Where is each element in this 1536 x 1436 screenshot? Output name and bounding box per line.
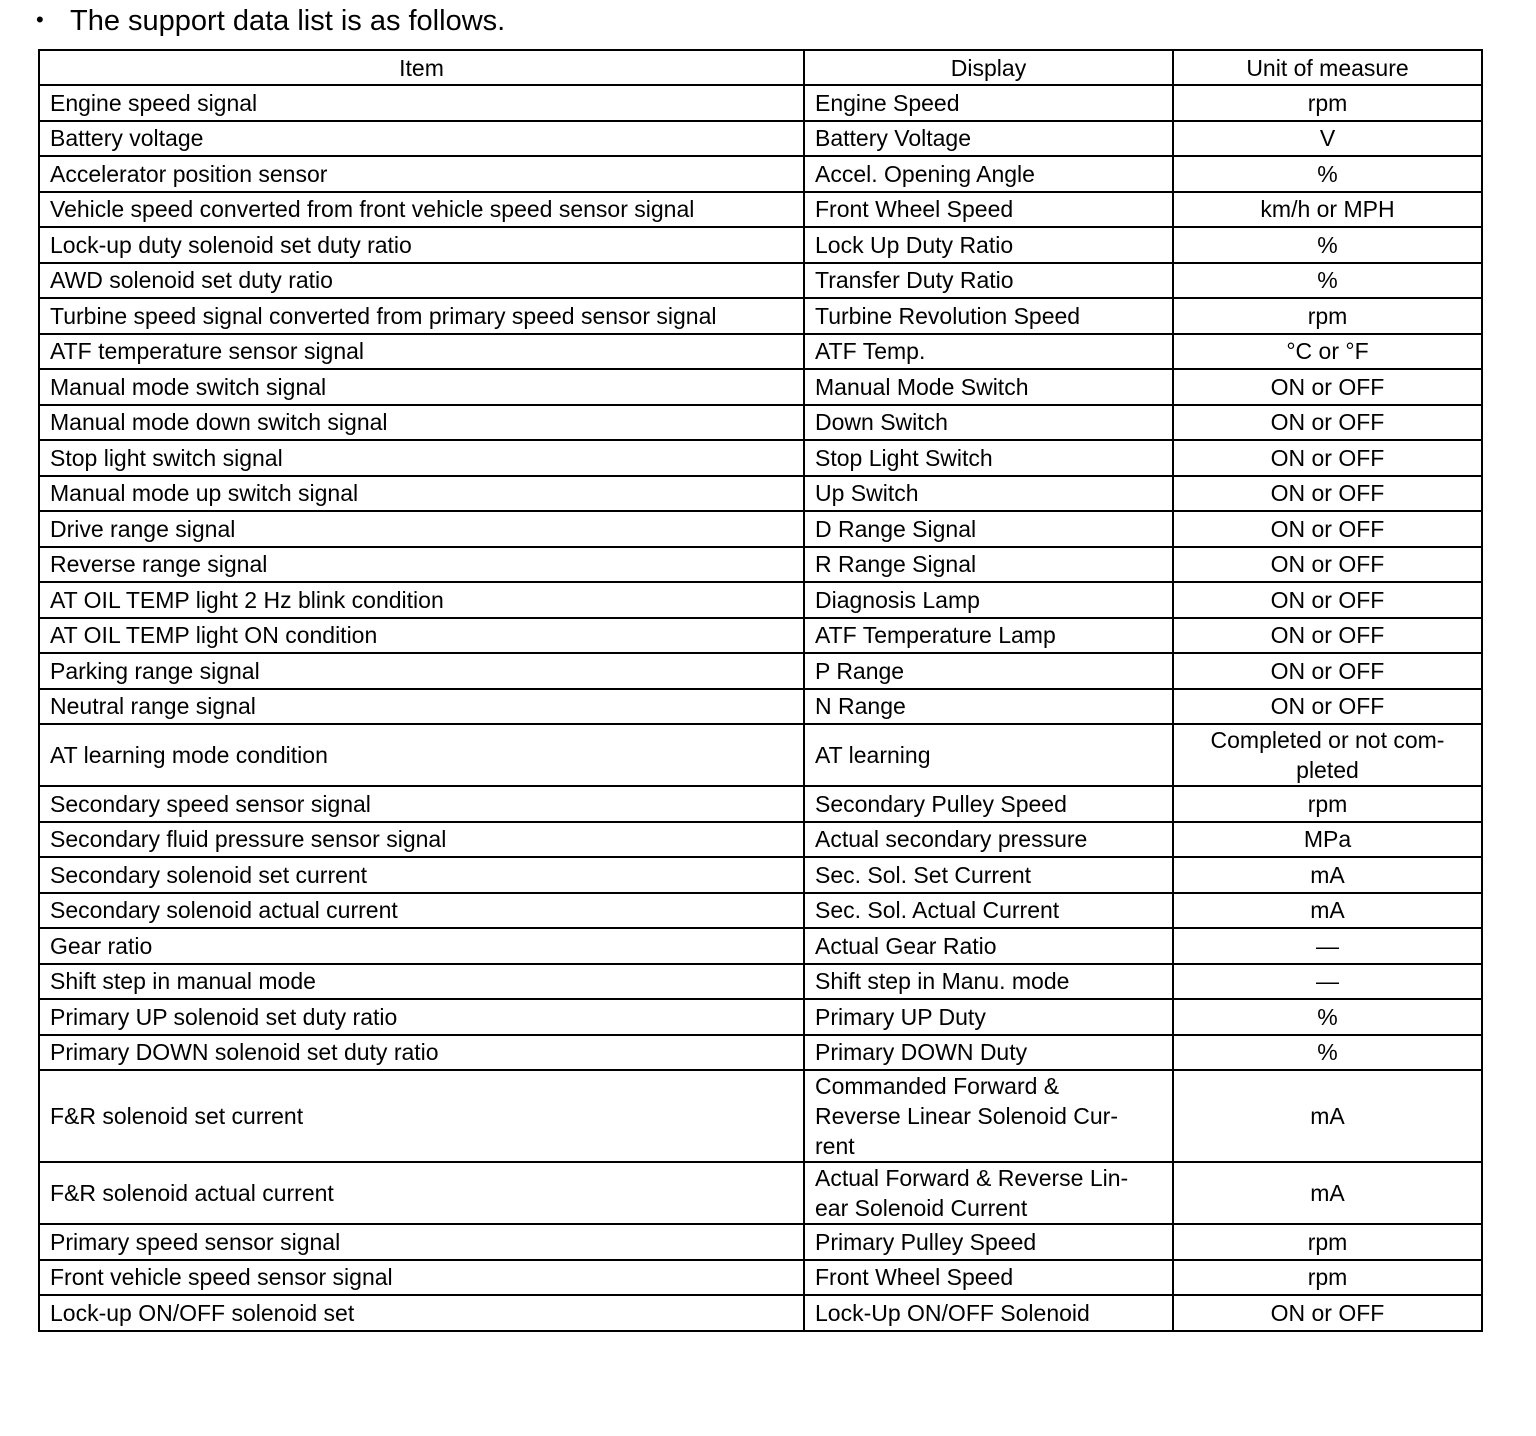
header-unit: Unit of measure [1173,50,1482,85]
cell-unit: rpm [1173,85,1482,121]
cell-display: N Range [804,689,1173,725]
cell-item: Primary DOWN solenoid set duty ratio [39,1035,804,1071]
cell-item: Parking range signal [39,653,804,689]
cell-unit: ON or OFF [1173,547,1482,583]
cell-display: Primary Pulley Speed [804,1224,1173,1260]
table-row [39,511,1482,547]
cell-display: Down Switch [804,405,1173,441]
cell-unit: ON or OFF [1173,582,1482,618]
cell-unit: % [1173,227,1482,263]
cell-display: AT learning [804,724,1173,786]
cell-item: Engine speed signal [39,85,804,121]
cell-item: Secondary fluid pressure sensor signal [39,822,804,858]
cell-unit: % [1173,999,1482,1035]
table-row [39,786,1482,822]
cell-unit: rpm [1173,1260,1482,1296]
table-header-row [39,50,1482,85]
cell-unit: ON or OFF [1173,618,1482,654]
intro-line [36,2,505,39]
cell-item: Shift step in manual mode [39,964,804,1000]
table-row [39,440,1482,476]
cell-unit: ON or OFF [1173,653,1482,689]
support-data-table [38,49,1483,1332]
cell-item: F&R solenoid set current [39,1070,804,1162]
cell-item: Primary speed sensor signal [39,1224,804,1260]
cell-unit: rpm [1173,298,1482,334]
cell-item: Neutral range signal [39,689,804,725]
cell-item: AT OIL TEMP light 2 Hz blink condition [39,582,804,618]
cell-display: ATF Temp. [804,334,1173,370]
cell-unit: — [1173,928,1482,964]
cell-display: Lock-Up ON/OFF Solenoid [804,1295,1173,1331]
cell-unit: ON or OFF [1173,405,1482,441]
cell-item: Secondary speed sensor signal [39,786,804,822]
table-row [39,85,1482,121]
table-row [39,857,1482,893]
cell-display: Turbine Revolution Speed [804,298,1173,334]
cell-unit: km/h or MPH [1173,192,1482,228]
cell-unit: Completed or not com- pleted [1173,724,1482,786]
cell-unit: V [1173,121,1482,157]
cell-item: Drive range signal [39,511,804,547]
cell-display: Manual Mode Switch [804,369,1173,405]
table-row [39,928,1482,964]
cell-display: Diagnosis Lamp [804,582,1173,618]
cell-display: Sec. Sol. Actual Current [804,893,1173,929]
header-item: Item [39,50,804,85]
cell-unit: % [1173,1035,1482,1071]
table-row [39,618,1482,654]
cell-item: F&R solenoid actual current [39,1162,804,1224]
cell-item: Secondary solenoid set current [39,857,804,893]
cell-display: Front Wheel Speed [804,192,1173,228]
table-row [39,1070,1482,1162]
cell-display: ATF Temperature Lamp [804,618,1173,654]
intro-text: The support data list is as follows. [70,5,506,37]
table-row [39,369,1482,405]
cell-display: D Range Signal [804,511,1173,547]
table-row [39,1260,1482,1296]
cell-display: Front Wheel Speed [804,1260,1173,1296]
cell-unit: % [1173,156,1482,192]
table-row [39,121,1482,157]
table-row [39,653,1482,689]
cell-display: Sec. Sol. Set Current [804,857,1173,893]
header-display: Display [804,50,1173,85]
cell-item: Lock-up duty solenoid set duty ratio [39,227,804,263]
cell-display: Primary UP Duty [804,999,1173,1035]
cell-display: Primary DOWN Duty [804,1035,1173,1071]
cell-unit: MPa [1173,822,1482,858]
table-row [39,582,1482,618]
table-row [39,999,1482,1035]
cell-item: AT OIL TEMP light ON condition [39,618,804,654]
table-row [39,156,1482,192]
cell-item: Front vehicle speed sensor signal [39,1260,804,1296]
cell-display: Lock Up Duty Ratio [804,227,1173,263]
cell-unit: ON or OFF [1173,1295,1482,1331]
cell-item: Gear ratio [39,928,804,964]
table-row [39,334,1482,370]
cell-unit: ON or OFF [1173,689,1482,725]
cell-unit: mA [1173,857,1482,893]
cell-unit: mA [1173,893,1482,929]
cell-item: Manual mode switch signal [39,369,804,405]
cell-display: P Range [804,653,1173,689]
cell-display: Commanded Forward & Reverse Linear Solenoid Cur- rent [804,1070,1173,1162]
bullet-icon: • [36,7,44,32]
table-row [39,724,1482,786]
cell-display: Up Switch [804,476,1173,512]
table-row [39,822,1482,858]
table-row [39,192,1482,228]
table-row [39,964,1482,1000]
cell-item: Lock-up ON/OFF solenoid set [39,1295,804,1331]
cell-unit: — [1173,964,1482,1000]
cell-item: Battery voltage [39,121,804,157]
table-row [39,547,1482,583]
cell-item: Stop light switch signal [39,440,804,476]
cell-item: Manual mode down switch signal [39,405,804,441]
cell-unit: ON or OFF [1173,476,1482,512]
table-row [39,263,1482,299]
table-row [39,476,1482,512]
cell-unit: ON or OFF [1173,440,1482,476]
cell-unit: rpm [1173,1224,1482,1260]
cell-unit: °C or °F [1173,334,1482,370]
cell-display: Transfer Duty Ratio [804,263,1173,299]
table-row [39,1224,1482,1260]
cell-item: Reverse range signal [39,547,804,583]
table-row [39,893,1482,929]
table-row [39,1295,1482,1331]
cell-display: Accel. Opening Angle [804,156,1173,192]
cell-display: Shift step in Manu. mode [804,964,1173,1000]
cell-unit: mA [1173,1162,1482,1224]
cell-item: Primary UP solenoid set duty ratio [39,999,804,1035]
cell-item: Turbine speed signal converted from primary speed sensor signal [39,298,804,334]
cell-display: Battery Voltage [804,121,1173,157]
table-row [39,227,1482,263]
table-body [39,85,1482,1331]
cell-item: Manual mode up switch signal [39,476,804,512]
cell-item: AWD solenoid set duty ratio [39,263,804,299]
table-row [39,1035,1482,1071]
cell-unit: mA [1173,1070,1482,1162]
cell-display: Actual Forward & Reverse Lin- ear Solenoid Current [804,1162,1173,1224]
cell-item: Accelerator position sensor [39,156,804,192]
table-row [39,1162,1482,1224]
cell-display: Secondary Pulley Speed [804,786,1173,822]
cell-unit: rpm [1173,786,1482,822]
cell-display: R Range Signal [804,547,1173,583]
table-row [39,689,1482,725]
cell-item: AT learning mode condition [39,724,804,786]
cell-item: Secondary solenoid actual current [39,893,804,929]
cell-display: Engine Speed [804,85,1173,121]
table-row [39,405,1482,441]
cell-unit: ON or OFF [1173,369,1482,405]
cell-unit: % [1173,263,1482,299]
cell-item: ATF temperature sensor signal [39,334,804,370]
cell-display: Actual Gear Ratio [804,928,1173,964]
cell-display: Stop Light Switch [804,440,1173,476]
cell-display: Actual secondary pressure [804,822,1173,858]
cell-item: Vehicle speed converted from front vehicle speed sensor signal [39,192,804,228]
table-row [39,298,1482,334]
cell-unit: ON or OFF [1173,511,1482,547]
